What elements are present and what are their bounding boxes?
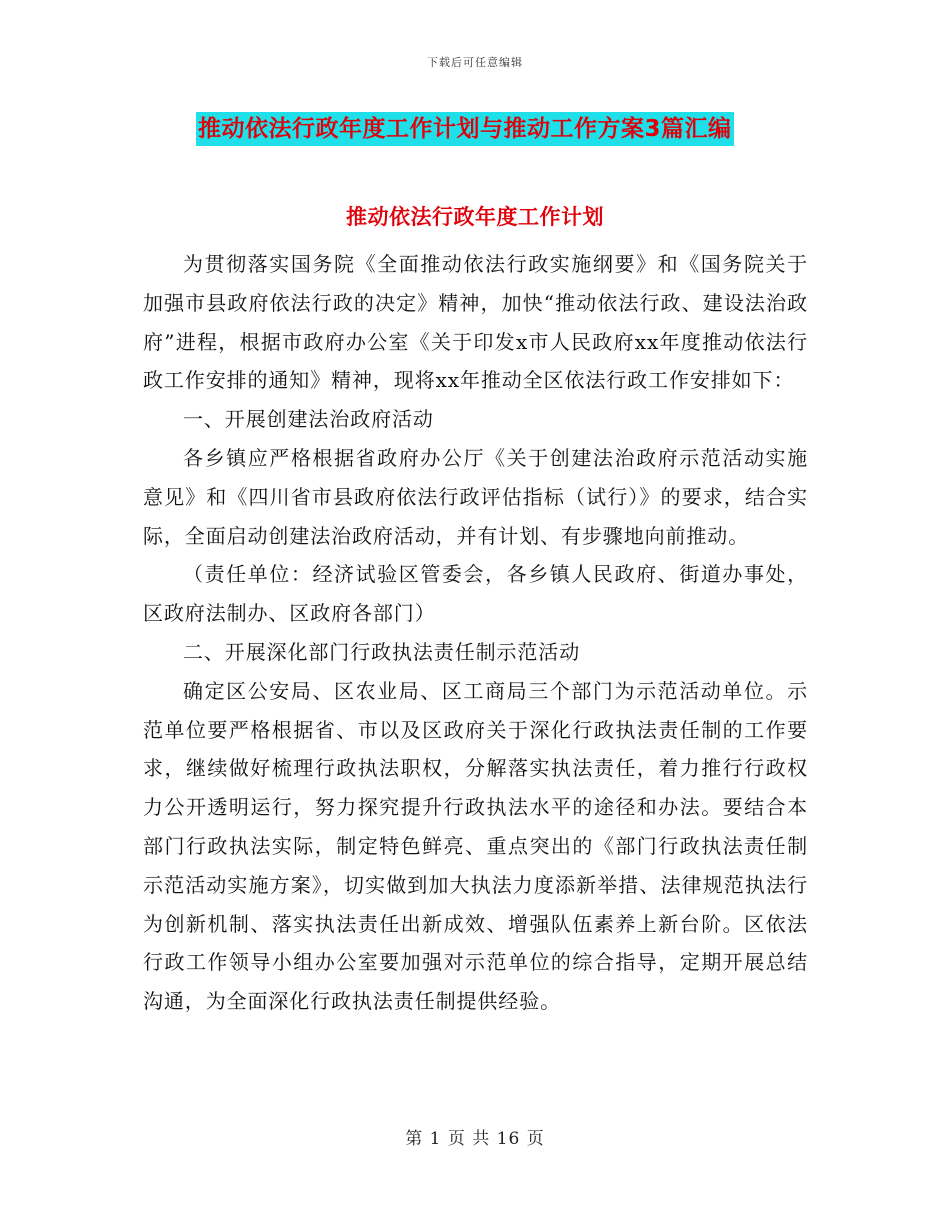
responsibility-note: （责任单位：经济试验区管委会，各乡镇人民政府、街道办事处，区政府法制办、区政府各部门） (143, 562, 808, 626)
header-note: 下载后可任意编辑 (427, 56, 523, 69)
paragraph: 确定区公安局、区农业局、区工商局三个部门为示范活动单位。示范单位要严格根据省、市以及区政府关于深化行政执法责任制的工作要求，继续做好梳理行政执法职权，分解落实执法责任，着力推行行政权力公开透明运行，努力探究提升行政执法水平的途径和办法。要结合本部门行政执法实际，制定特色鲜亮、重点突出的《部门行政执法责任制示范活动实施方案》，切实做到加大执法力度添新举措、法律规范执法行为创新机制、落实执法责任出新成效、增强队伍素养上新台阶。区依法行政工作领导小组办公室要加强对示范单位的综合指导，定期开展总结沟通，为全面深化行政执法责任制提供经验。 (143, 678, 808, 1014)
main-title-container (196, 112, 734, 146)
section-title: 推动依法行政年度工作计划 (346, 205, 604, 229)
page-number: 第 1 页 共 16 页 (405, 1129, 545, 1149)
section-heading-2: 二、开展深化部门行政执法责任制示范活动 (183, 639, 581, 664)
main-title: 推动依法行政年度工作计划与推动工作方案3篇汇编 (196, 112, 734, 146)
document-body (143, 245, 808, 1021)
section-heading-1: 一、开展创建法治政府活动 (183, 407, 434, 432)
intro-paragraph: 为贯彻落实国务院《全面推动依法行政实施纲要》和《国务院关于加强市县政府依法行政的决定》精神，加快“推动依法行政、建设法治政府”进程，根据市政府办公室《关于印发x市人民政府xx年度推动依法行政工作安排的通知》精神，现将xx年推动全区依法行政工作安排如下： (143, 252, 808, 393)
paragraph: 各乡镇应严格根据省政府办公厅《关于创建法治政府示范活动实施意见》和《四川省市县政府依法行政评估指标（试行）》的要求，结合实际，全面启动创建法治政府活动，并有计划、有步骤地向前推动。 (143, 445, 808, 548)
